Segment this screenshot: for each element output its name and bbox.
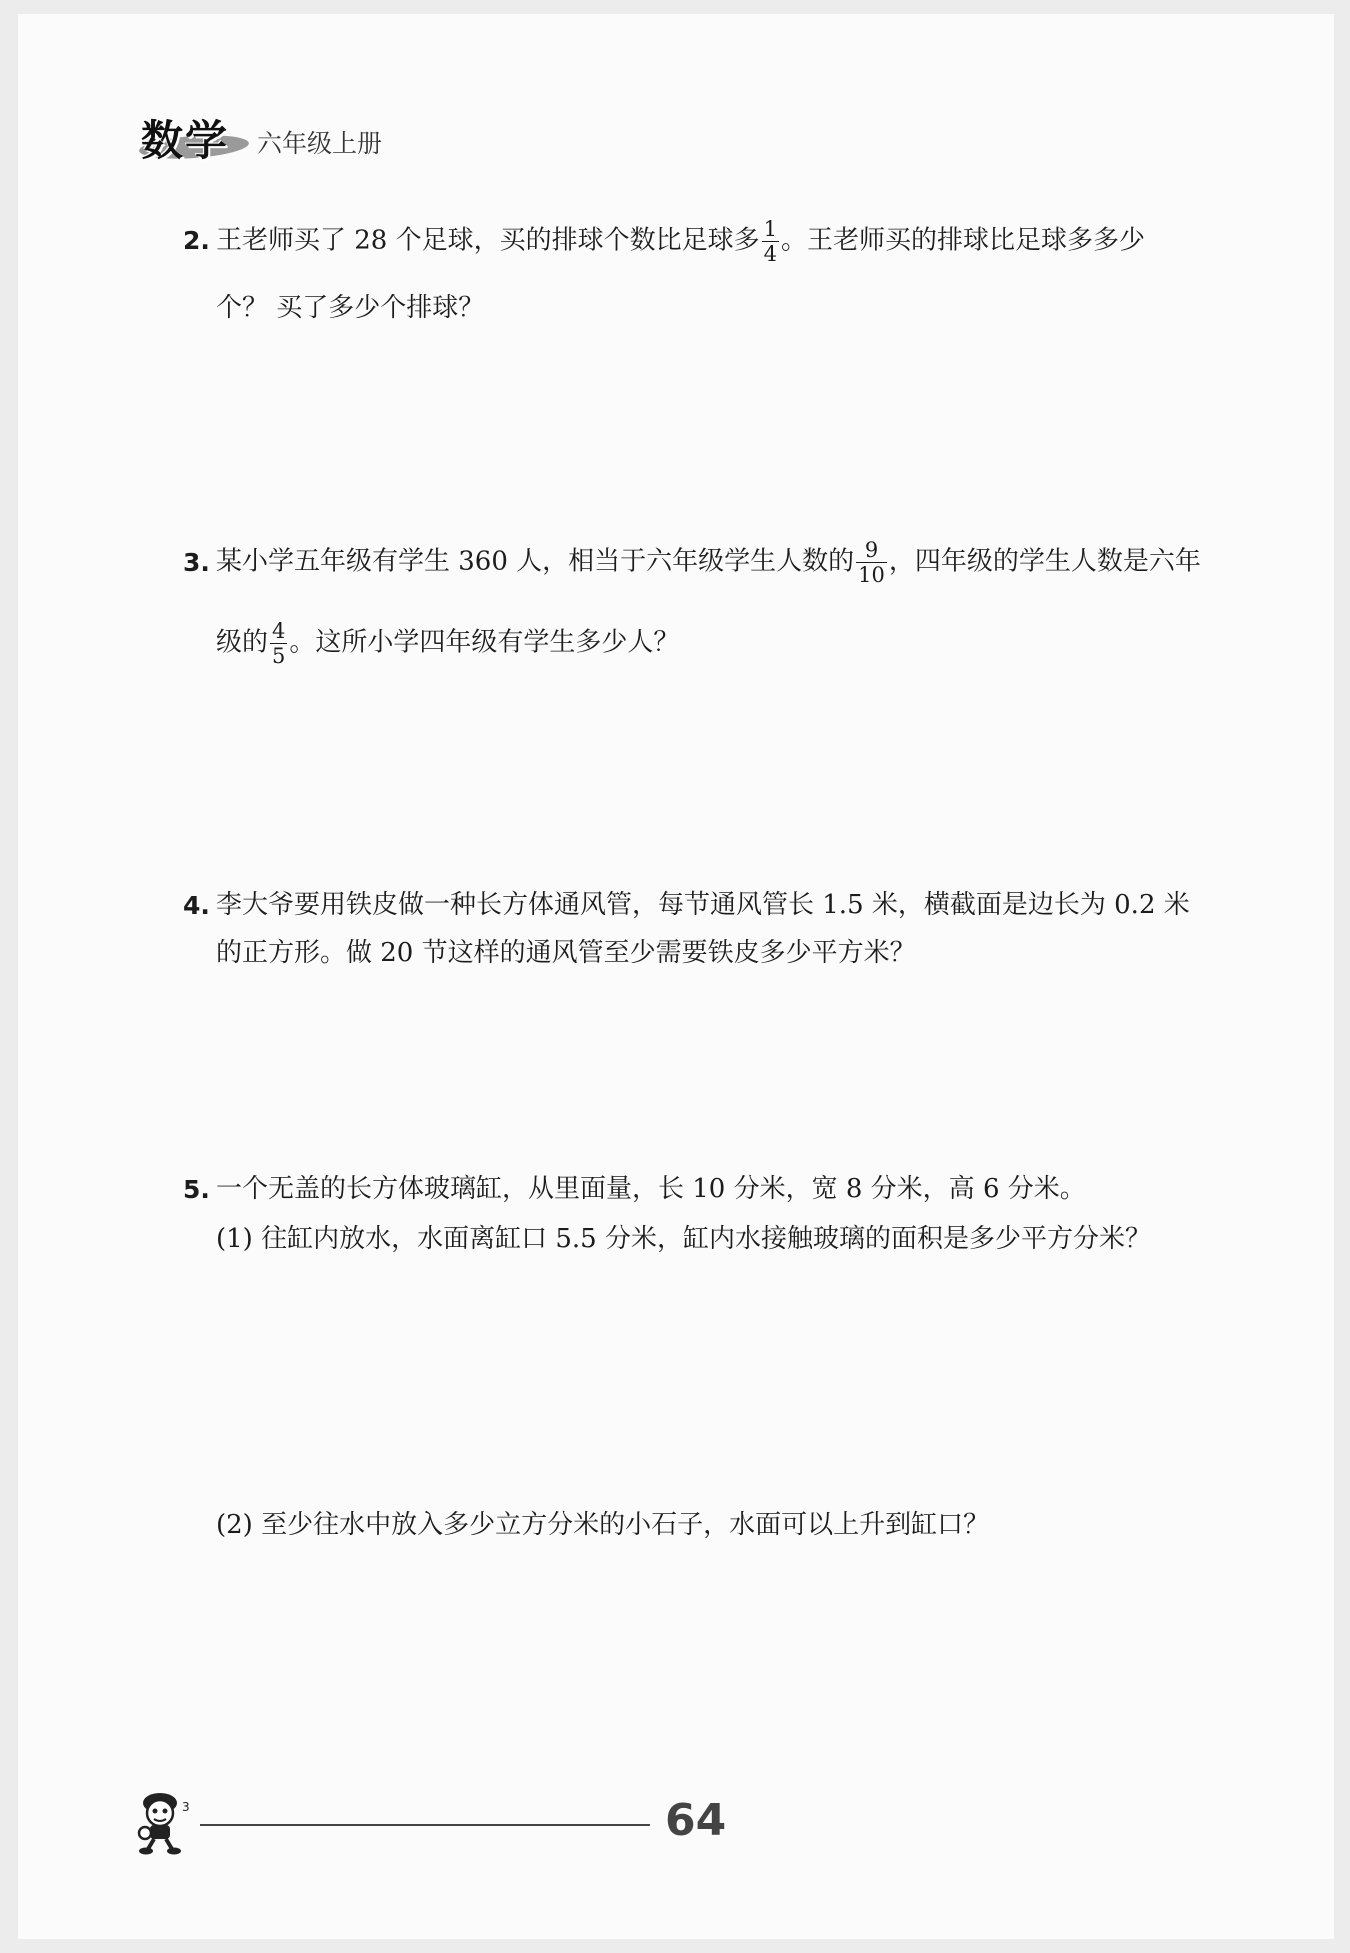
fraction (270, 620, 287, 667)
question-text: 。王老师买的排球比足球多多少 (781, 225, 1146, 256)
subject-logo (137, 108, 247, 166)
grade-label: 六年级上册 (257, 129, 383, 158)
question-text: 的正方形。做 20 节这样的通风管至少需要铁皮多少平方米？ (216, 938, 916, 968)
fraction-denominator: 5 (272, 644, 286, 669)
fraction-denominator: 10 (858, 563, 885, 588)
fraction-denominator: 4 (763, 242, 777, 267)
question-line (216, 218, 1145, 265)
question-line (216, 295, 484, 321)
fraction (856, 539, 887, 586)
page-number: 64 (665, 1795, 727, 1846)
question-line (216, 539, 1201, 586)
question-line (216, 620, 679, 667)
fraction-numerator: 9 (856, 539, 887, 563)
sub-question-1 (216, 1226, 1151, 1252)
question-text: ，四年级的学生人数是六年 (888, 546, 1201, 577)
fraction (762, 218, 779, 265)
question-text: 级的 (216, 627, 269, 658)
sub-question-2 (216, 1512, 989, 1538)
question-number: 2. (183, 226, 210, 255)
footer-divider (200, 1824, 650, 1826)
subject-title: 数学 (141, 116, 230, 165)
fraction-numerator: 4 (272, 619, 286, 643)
question-line (216, 940, 916, 966)
question-text: 某小学五年级有学生 360 人，相当于六年级学生人数的 (216, 546, 855, 577)
question-text: 。这所小学四年级有学生多少人？ (289, 627, 680, 658)
cartoon-boy-mascot-icon (130, 1785, 200, 1855)
question-line (216, 1176, 1086, 1202)
svg-text:3: 3 (182, 1800, 190, 1814)
question-text: 李大爷要用铁皮做一种长方体通风管，每节通风管长 1.5 米，横截面是边长为 0.2 米 (216, 890, 1190, 920)
question-text: (1) 往缸内放水，水面离缸口 5.5 分米，缸内水接触玻璃的面积是多少平方分米？ (216, 1224, 1151, 1254)
question-number: 5. (183, 1175, 210, 1204)
question-text: 一个无盖的长方体玻璃缸，从里面量，长 10 分米，宽 8 分米，高 6 分米。 (216, 1174, 1086, 1204)
question-line (216, 892, 1190, 918)
question-text: 王老师买了 28 个足球，买的排球个数比足球多 (216, 225, 760, 256)
question-text: (2) 至少往水中放入多少立方分米的小石子，水面可以上升到缸口？ (216, 1510, 990, 1540)
fraction-numerator: 1 (763, 217, 777, 241)
question-text: 个？ 买了多少个排球？ (216, 293, 485, 323)
question-number: 4. (183, 891, 210, 920)
question-number: 3. (183, 548, 210, 577)
